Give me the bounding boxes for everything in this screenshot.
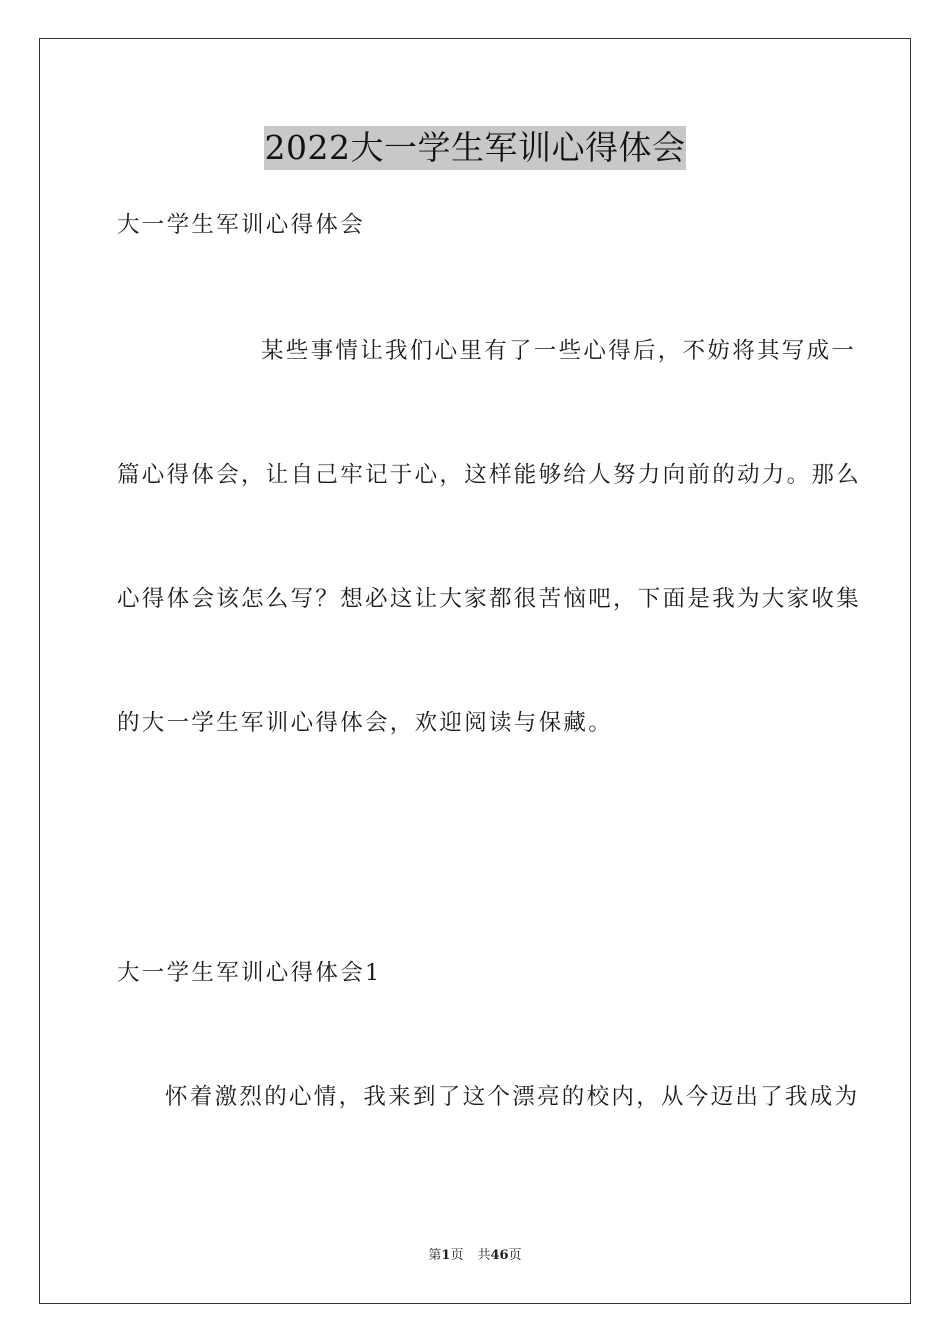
document-title: 2022大一学生军训心得体会 <box>264 126 687 170</box>
footer-page-number: 1 <box>441 1248 451 1263</box>
section-heading: 大一学生军训心得体会1 <box>117 960 382 986</box>
intro-line-3: 心得体会该怎么写？想必这让大家都很苦恼吧，下面是我为大家收集 <box>117 586 862 612</box>
footer-total-suffix: 页 <box>508 1248 522 1263</box>
body-line-1: 怀着激烈的心情，我来到了这个漂亮的校内，从今迈出了我成为 <box>165 1084 860 1110</box>
document-subtitle: 大一学生军训心得体会 <box>117 212 366 238</box>
intro-line-1: 某些事情让我们心里有了一些心得后，不妨将其写成一 <box>261 338 857 364</box>
intro-line-4: 的大一学生军训心得体会，欢迎阅读与保藏。 <box>117 710 614 736</box>
footer-page-prefix: 第 <box>428 1248 442 1263</box>
footer-page-suffix: 页 <box>450 1248 464 1263</box>
footer-total-pages: 46 <box>490 1248 509 1263</box>
title-container <box>0 126 950 170</box>
page-footer <box>0 1247 950 1265</box>
intro-line-2: 篇心得体会，让自己牢记于心，这样能够给人努力向前的动力。那么 <box>117 462 862 488</box>
footer-total-prefix: 共 <box>477 1248 491 1263</box>
